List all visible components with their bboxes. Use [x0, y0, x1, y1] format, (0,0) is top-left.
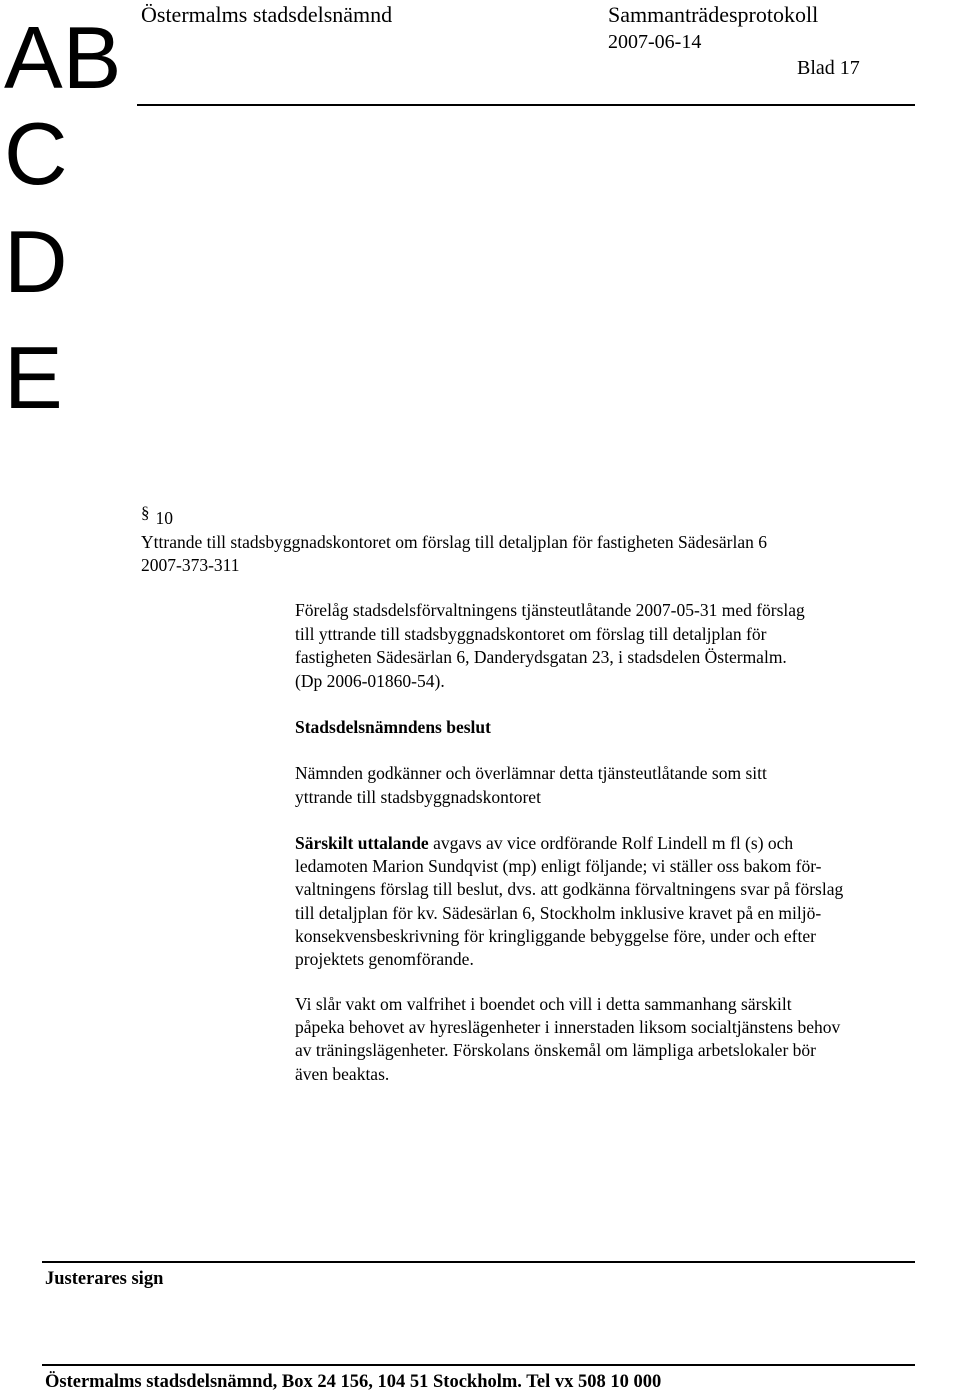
statement-line: valtningens förslag till beslut, dvs. att godkänna förvaltningens svar på förslag [295, 879, 844, 900]
case-number: 2007-373-311 [141, 555, 240, 575]
footer-address: Östermalms stadsdelsnämnd, Box 24 156, 104 51 Stockholm. Tel vx 508 10 000 [45, 1372, 662, 1392]
signature-rule [42, 1261, 915, 1263]
intro-line: Förelåg stadsdelsförvaltningens tjänsteutlåtande 2007-05-31 med förslag [295, 600, 805, 620]
section-number-value: 10 [155, 508, 173, 528]
side-letter-c: C [4, 104, 68, 203]
section-symbol: § [141, 503, 150, 522]
statement-first-line [295, 832, 793, 855]
intro-line: fastigheten Sädesärlan 6, Danderydsgatan 23, i stadsdelen Östermalm. [295, 647, 787, 667]
header-date: 2007-06-14 [608, 31, 702, 53]
statement-label: Särskilt uttalande [295, 833, 429, 853]
statement-line: till detaljplan för kv. Sädesärlan 6, Stockholm inklusive kravet på en miljö- [295, 902, 822, 923]
statement-line: konsekvensbeskrivning för kringliggande bebyggelse före, under och efter [295, 925, 816, 946]
statement-first-line-rest: avgavs av vice ordförande Rolf Lindell m fl (s) och [428, 833, 794, 853]
header-organization: Östermalms stadsdelsnämnd [141, 2, 393, 27]
decision-heading: Stadsdelsnämndens beslut [295, 717, 491, 737]
closing-line: även beaktas. [295, 1063, 390, 1084]
footer-rule [42, 1364, 915, 1366]
side-letter-d: D [4, 212, 68, 311]
side-letter-ab: AB [4, 8, 122, 107]
section-title: Yttrande till stadsbyggnadskontoret om förslag till detaljplan för fastigheten Sädesärlan 6 [141, 532, 767, 552]
closing-line: av träningslägenheter. Förskolans önskemål om lämpliga arbetslokaler bör [295, 1040, 816, 1061]
header-rule [137, 104, 915, 106]
decision-line: Nämnden godkänner och överlämnar detta tjänsteutlåtande som sitt [295, 763, 767, 783]
decision-line: yttrande till stadsbyggnadskontoret [295, 786, 541, 807]
closing-line: Vi slår vakt om valfrihet i boendet och vill i detta sammanhang särskilt [295, 994, 792, 1014]
intro-line: till yttrande till stadsbyggnadskontoret om förslag till detaljplan för [295, 623, 767, 644]
closing-line: påpeka behovet av hyreslägenheter i innerstaden liksom socialtjänstens behov [295, 1017, 841, 1038]
side-letter-e: E [4, 328, 63, 427]
header-doc-type: Sammanträdesprotokoll [608, 2, 819, 27]
statement-line: projektets genomförande. [295, 949, 474, 969]
signature-label: Justerares sign [45, 1269, 164, 1289]
section-number [141, 503, 173, 530]
header-page: Blad 17 [797, 57, 860, 79]
intro-line: (Dp 2006-01860-54). [295, 670, 445, 691]
statement-line: ledamoten Marion Sundqvist (mp) enligt följande; vi ställer oss bakom för- [295, 856, 822, 877]
